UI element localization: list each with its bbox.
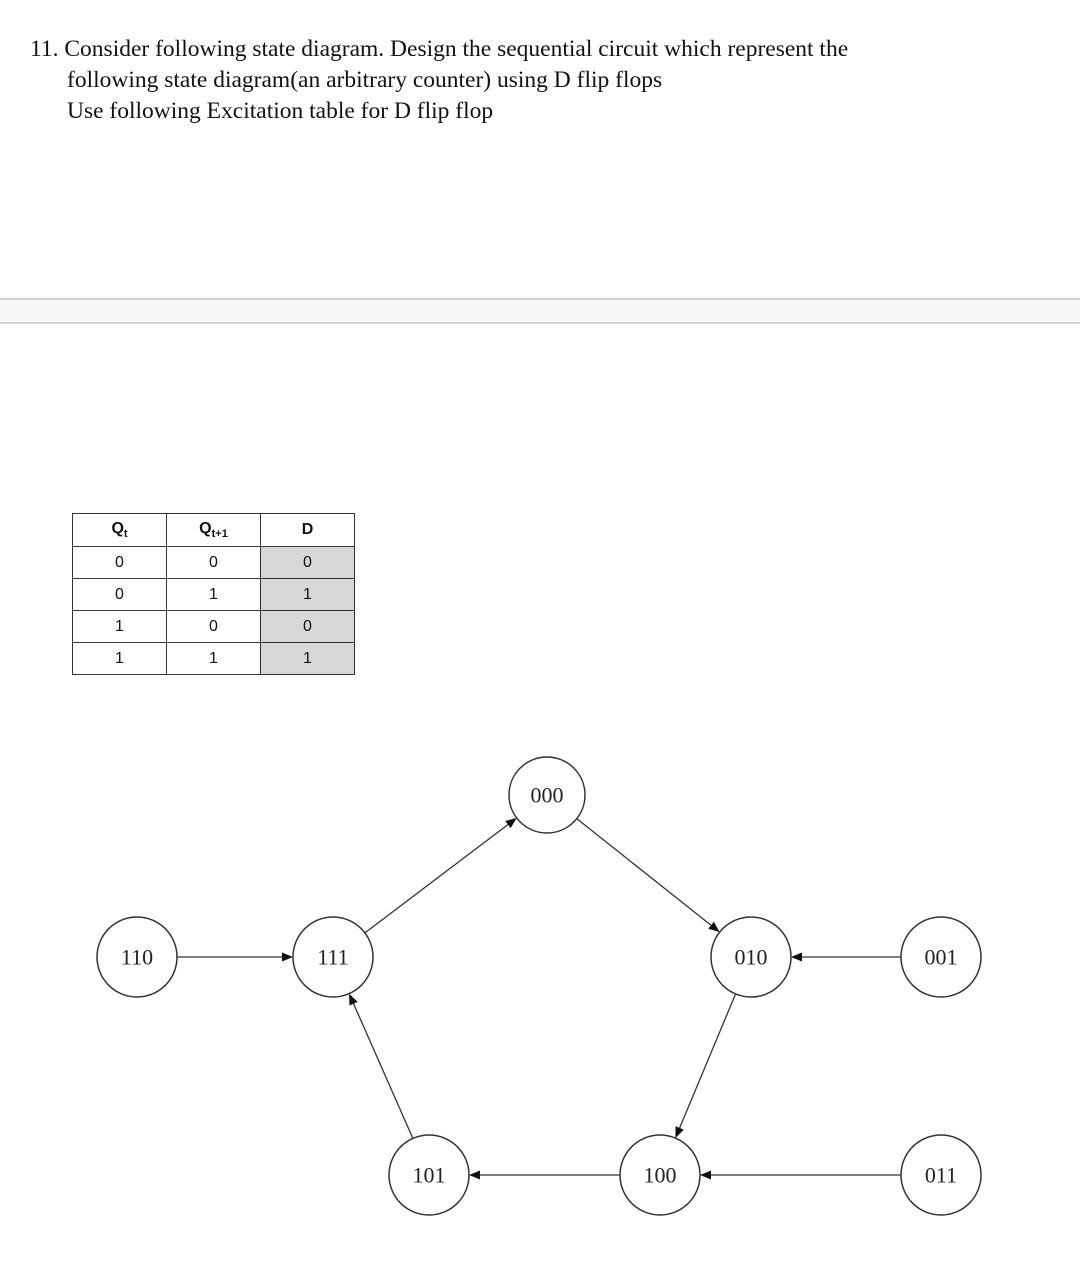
state-node-110 [97, 917, 177, 997]
svg-text:000: 000 [530, 782, 564, 808]
cell-qt: 0 [73, 579, 167, 611]
svg-text:101: 101 [412, 1162, 446, 1188]
edge-001-to-010 [791, 953, 901, 962]
state-node-100 [620, 1135, 700, 1215]
svg-text:110: 110 [120, 944, 154, 970]
cell-d: 0 [261, 547, 355, 579]
svg-text:001: 001 [924, 944, 958, 970]
question-line-2: following state diagram(an arbitrary counter) using D flip flops [67, 67, 663, 93]
cell-qt: 1 [73, 643, 167, 675]
edge-000-to-010 [577, 819, 720, 932]
state-node-000 [509, 757, 585, 833]
cell-qt: 0 [73, 547, 167, 579]
question-line-1: 11. Consider following state diagram. Design the sequential circuit which represent the [30, 36, 849, 62]
edge-111-to-000 [365, 818, 517, 933]
arrowhead [675, 1126, 683, 1138]
edge-010-to-100 [675, 994, 735, 1138]
svg-text:111: 111 [317, 944, 349, 970]
arrowhead [282, 953, 293, 962]
edge-110-to-111 [177, 953, 293, 962]
header-qt: $Q_t$ [73, 514, 167, 547]
arrowhead [505, 818, 516, 828]
state-nodes [97, 757, 981, 1215]
svg-text:100: 100 [643, 1162, 677, 1188]
arrowhead [700, 1171, 711, 1180]
header-qt1: $Q_{t+1}$ [167, 514, 261, 547]
edge-011-to-100 [700, 1171, 901, 1180]
arrowhead [469, 1171, 480, 1180]
state-node-101 [389, 1135, 469, 1215]
state-transitions [177, 818, 901, 1180]
svg-text:011: 011 [924, 1162, 958, 1188]
arrowhead [708, 922, 719, 932]
state-node-010 [711, 917, 791, 997]
state-node-111 [293, 917, 373, 997]
cell-qt1: 1 [167, 579, 261, 611]
edge-100-to-101 [469, 1171, 620, 1180]
svg-text:010: 010 [734, 944, 768, 970]
question-line-3: Use following Excitation table for D flip flop [67, 98, 494, 124]
cell-d: 1 [261, 643, 355, 675]
header-d: D [261, 514, 355, 547]
cell-d: 0 [261, 611, 355, 643]
cell-qt1: 1 [167, 643, 261, 675]
state-node-001 [901, 917, 981, 997]
state-node-011 [901, 1135, 981, 1215]
edge-101-to-111 [349, 994, 413, 1139]
cell-qt1: 0 [167, 547, 261, 579]
cell-d: 1 [261, 579, 355, 611]
arrowhead [349, 994, 358, 1006]
cell-qt1: 0 [167, 611, 261, 643]
arrowhead [791, 953, 802, 962]
cell-qt: 1 [73, 611, 167, 643]
